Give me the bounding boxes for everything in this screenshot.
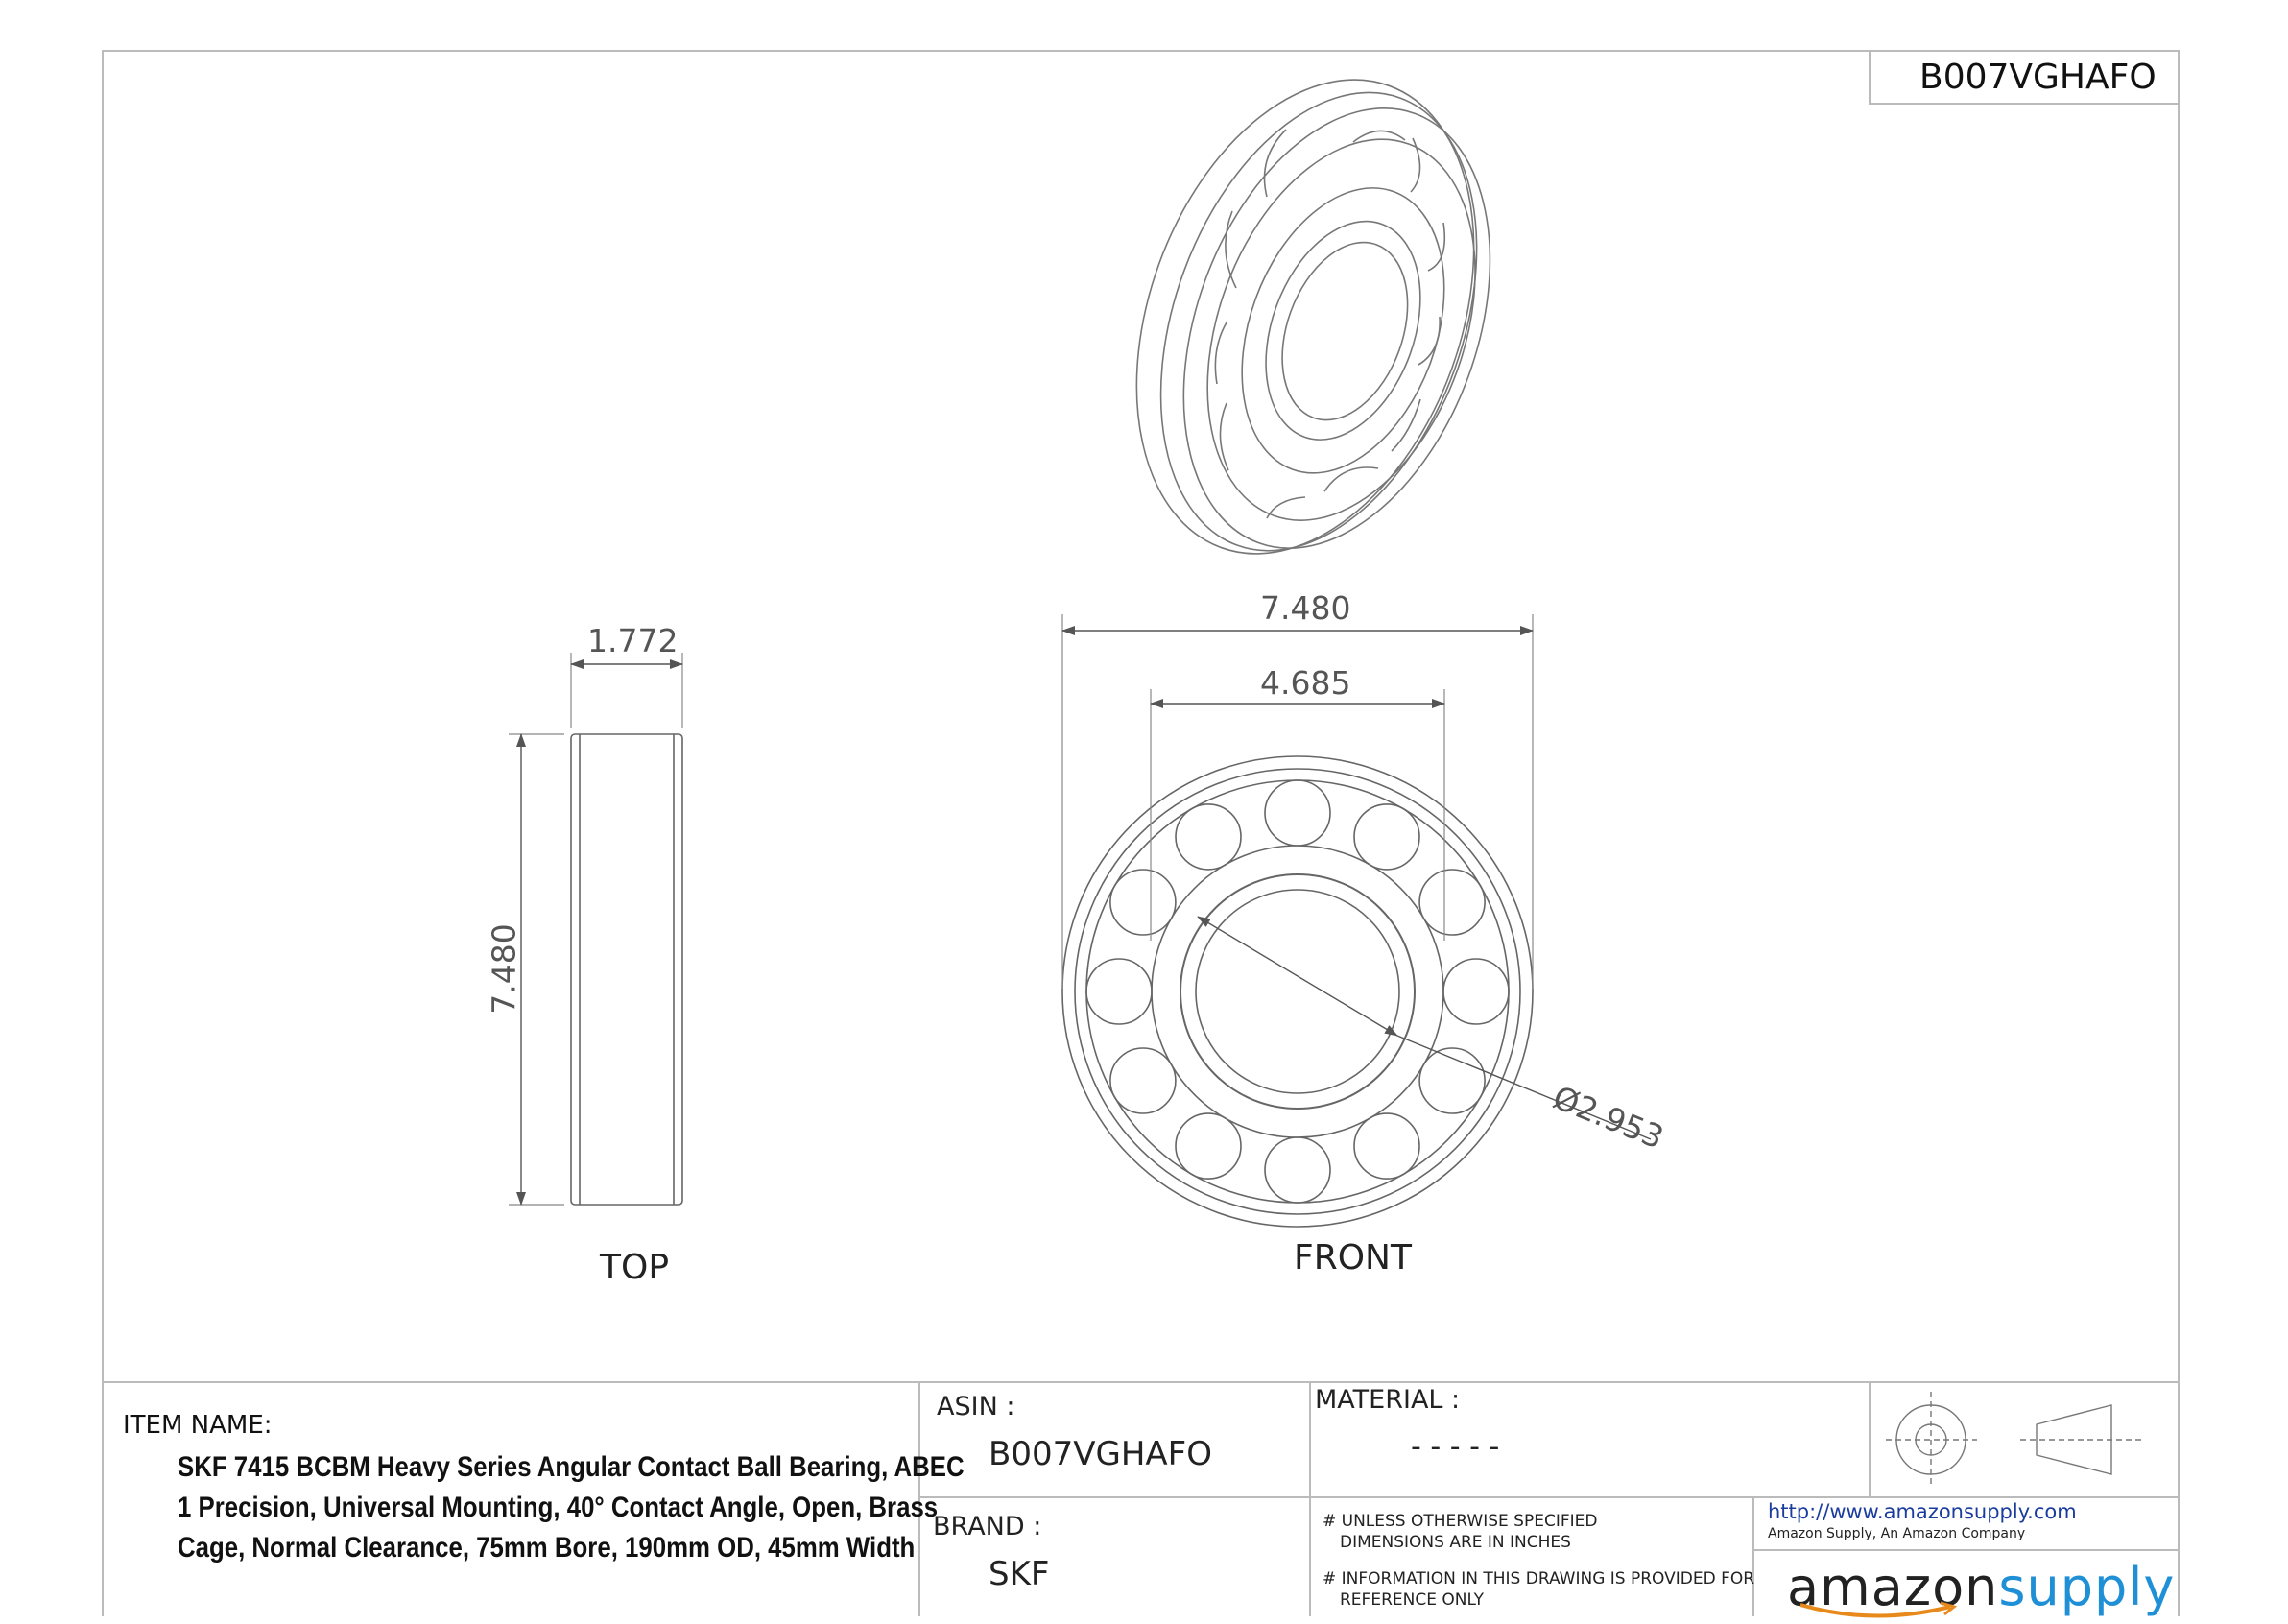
material-value: - - - - -: [1411, 1430, 1500, 1464]
top-view-body: [571, 734, 682, 1205]
note-units-line-1: # UNLESS OTHERWISE SPECIFIED: [1323, 1512, 1598, 1531]
supplier-company: Amazon Supply, An Amazon Company: [1768, 1526, 2026, 1541]
bearing-ball: [1086, 959, 1152, 1024]
front-bore-dim: Ø2.953: [1547, 1078, 1669, 1157]
projection-symbol: [1886, 1392, 2145, 1488]
item-name-label: ITEM NAME:: [123, 1411, 273, 1440]
bearing-ball: [1110, 870, 1176, 935]
balls: [1086, 780, 1509, 1203]
bearing-ball: [1265, 780, 1330, 846]
bearing-ball: [1265, 1137, 1330, 1203]
brand-label: BRAND :: [933, 1512, 1042, 1541]
top-view: [509, 653, 682, 1205]
bearing-ball: [1443, 959, 1509, 1024]
asin-value: B007VGHAFO: [989, 1435, 1212, 1473]
top-view-label: TOP: [600, 1248, 670, 1287]
supplier-url-link[interactable]: http://www.amazonsupply.com: [1768, 1500, 2077, 1523]
bore-dim-leader: [1198, 917, 1397, 1036]
front-view: [1062, 614, 1651, 1227]
top-width-dim: 1.772: [587, 622, 679, 659]
bearing-ball: [1176, 1113, 1241, 1179]
logo-amazon-text: amazon: [1787, 1557, 1999, 1617]
front-pitch-dim: 4.685: [1260, 664, 1351, 702]
logo-supply-text: supply: [1998, 1557, 2176, 1617]
brand-value: SKF: [989, 1555, 1050, 1593]
note-units-line-2: DIMENSIONS ARE IN INCHES: [1340, 1533, 1571, 1552]
bearing-ball: [1354, 804, 1419, 870]
bearing-ball: [1176, 804, 1241, 870]
note-reference-line-1: # INFORMATION IN THIS DRAWING IS PROVIDED FOR: [1323, 1569, 1755, 1588]
bearing-ball: [1110, 1048, 1176, 1113]
front-outer-dim: 7.480: [1260, 589, 1351, 627]
bearing-ball: [1419, 870, 1485, 935]
isometric-view: [1075, 33, 1552, 607]
outer-ring: [1062, 756, 1533, 1227]
part-id: B007VGHAFO: [1919, 58, 2157, 97]
bore: [1196, 890, 1399, 1093]
note-reference-line-2: REFERENCE ONLY: [1340, 1590, 1485, 1610]
top-height-dim: 7.480: [485, 923, 523, 1015]
bearing-ball: [1354, 1113, 1419, 1179]
material-label: MATERIAL :: [1315, 1385, 1461, 1415]
amazon-smile-icon: [1797, 1601, 1969, 1624]
asin-label: ASIN :: [937, 1392, 1015, 1421]
front-view-label: FRONT: [1294, 1238, 1412, 1278]
item-name-line-1: SKF 7415 BCBM Heavy Series Angular Contact Ball Bearing, ABEC: [178, 1451, 965, 1483]
item-name-line-3: Cage, Normal Clearance, 75mm Bore, 190mm OD, 45mm Width: [178, 1532, 916, 1564]
item-name-line-2: 1 Precision, Universal Mounting, 40° Contact Angle, Open, Brass: [178, 1492, 939, 1523]
